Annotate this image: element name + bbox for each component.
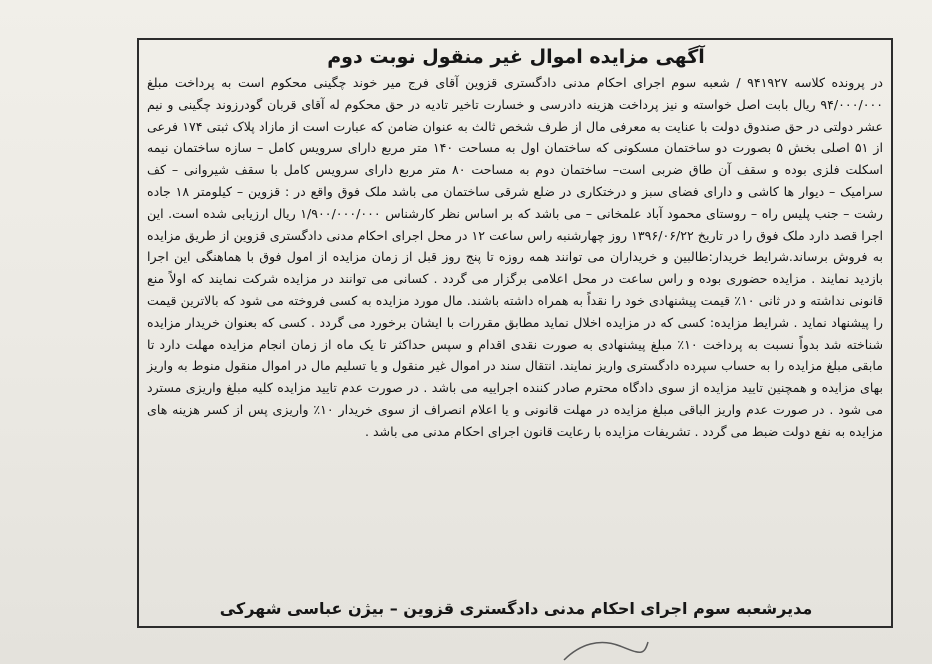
notice-body: در پرونده کلاسه ۹۴۱۹۲۷ / شعبه سوم اجرای احکام مدنی دادگستری قزوین آقای فرج میر خوند چگینی محکوم است به پرداخت مبلغ ۹۴/۰۰۰/۰۰۰ ریال بابت اصل خواسته و نیز پرداخت هزینه دادرسی و خسارت تاخیر تادیه در حق محکوم له آقای قربان گودرزوند چگینی و نیم عشر دولتی در حق صندوق دولت با عنایت به معرفی مال از طرف شخص ثالث به عنوان ضامن که عبارت است از مازاد پلاک ثبتی ۱۷۴ فرعی از ۵۱ اصلی بخش ۵ بصورت دو ساختمان مسکونی که ساختمان اول به مساحت ۱۴۰ متر مربع دارای سرویس کامل – سازه ساختمان نیمه اسکلت فلزی بوده و سقف آن طاق ضربی است– ساختمان دوم به مساحت ۸۰ متر مربع دارای سرویس کامل با سقف شیروانی – کف سرامیک – دیوار ها کاشی و دارای فضای سبز و درختکاری در ضلع شرقی ساختمان می باشد ملک فوق واقع در : قزوین – کیلومتر ۱۸ جاده رشت – جنب پلیس راه – روستای محمود آباد علمخانی – می باشد که بر اساس نظر کارشناس ۱/۹۰۰/۰۰۰/۰۰۰ ریال ارزیابی شده است. این اجرا قصد دارد ملک فوق را در تاریخ ۱۳۹۶/۰۶/۲۲ روز چهارشنبه راس ساعت ۱۲ در محل اجرای احکام مدنی دادگستری قزوین از طریق مزایده به فروش برساند.شرایط خریدار:طالبین و خریداران می توانند همه روزه تا پنج روز قبل از زمان مزایده از امول فوق با هماهنگی این اجرا بازدید نمایند . مزایده حضوری بوده و راس ساعت در محل اعلامی برگزار می گردد . کسانی می توانند در مزایده شرکت نمایند که اولاً منع قانونی نداشته و در ثانی ۱۰٪ قیمت پیشنهادی خود را نقداً به همراه داشته باشند. مال مورد مزایده به کسی فروخته می شود که بالاترین قیمت را پیشنهاد نماید . شرایط مزایده: کسی که در مزایده اخلال نماید مطابق مقررات با ایشان برخورد می گردد . کسی که بعنوان خریدار مزایده شناخته شد بدواً نسبت به پرداخت ۱۰٪ مبلغ پیشنهادی به صورت نقدی اقدام و سپس حداکثر تا یک ماه از زمان انجام مزایده مهلت دارد تا مابقی مبلغ مزایده را به حساب سپرده دادگستری واریز نمایند. انتقال سند در اموال غیر منقول و یا تسلیم مال در اموال منقول منوط به واریز بهای مزایده و همچنین تایید مزایده از سوی دادگاه محترم صادر کننده اجراییه می باشد . در صورت عدم تایید مزایده کلیه مبلغ واریزی مسترد می شود . در صورت عدم واریز الباقی مبلغ مزایده در مهلت قانونی و یا اعلام انصراف از سوی خریدار ۱۰٪ واریزی پس از کسر هزینه های مزایده به نفع دولت ضبط می گردد . تشریفات مزایده با رعایت قانون اجرای احکام مدنی می باشد .	[147, 75, 884, 439]
notice-title: آگهی مزایده اموال غیر منقول نوبت دوم	[327, 46, 705, 68]
notice-signature: مدیرشعبه سوم اجرای احکام مدنی دادگستری قزوین – بیژن عباسی شهرکی	[219, 599, 813, 618]
pen-stroke-mark	[560, 634, 650, 664]
